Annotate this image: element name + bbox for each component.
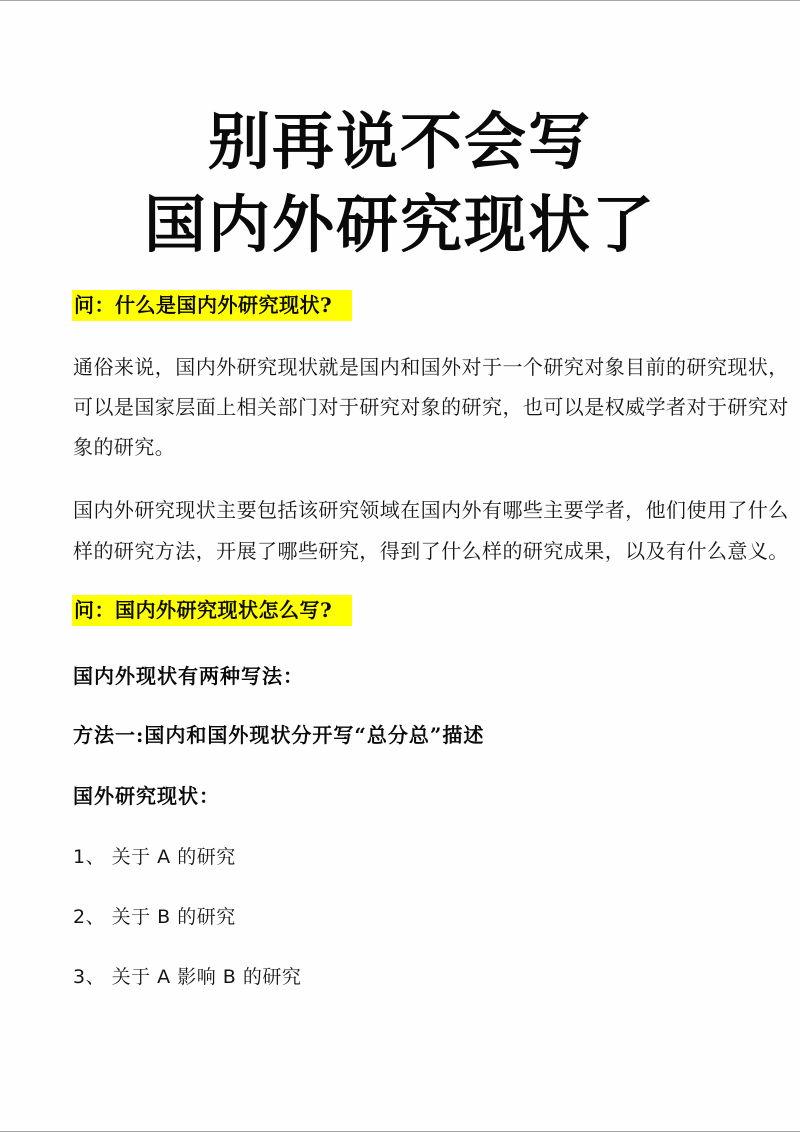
list-item-2: 2、 关于 B 的研究 — [73, 906, 236, 928]
list-item-3: 3、 关于 A 影响 B 的研究 — [73, 966, 302, 988]
page-title-line-1: 别再说不会写 — [207, 105, 592, 178]
method-one-heading: 方法一:国内和国外现状分开写“总分总”描述 — [73, 723, 485, 747]
writing-methods-intro: 国内外现状有两种写法： — [73, 664, 304, 688]
list-item-1: 1、 关于 A 的研究 — [73, 846, 236, 868]
paragraph2-line-2: 样的研究方法，开展了哪些研究，得到了什么样的研究成果，以及有什么意义。 — [73, 539, 789, 563]
page-title-line-2: 国内外研究现状了 — [143, 188, 656, 261]
paragraph1-line-2: 可以是国家层面上相关部门对于研究对象的研究，也可以是权威学者对于研究对 — [73, 395, 789, 419]
paragraph2-line-1: 国内外研究现状主要包括该研究领域在国内外有哪些主要学者，他们使用了什么 — [73, 498, 789, 522]
paragraph1-line-1: 通俗来说，国内外研究现状就是国内和国外对于一个研究对象目前的研究现状， — [73, 355, 789, 379]
question-heading-how-to-write: 问：国内外研究现状怎么写? — [72, 595, 352, 626]
paragraph1-line-3: 象的研究。 — [73, 435, 176, 459]
foreign-research-heading: 国外研究现状： — [73, 784, 220, 808]
question-heading-what-is: 问：什么是国内外研究现状? — [72, 290, 352, 321]
page-top-edge — [0, 0, 800, 1]
